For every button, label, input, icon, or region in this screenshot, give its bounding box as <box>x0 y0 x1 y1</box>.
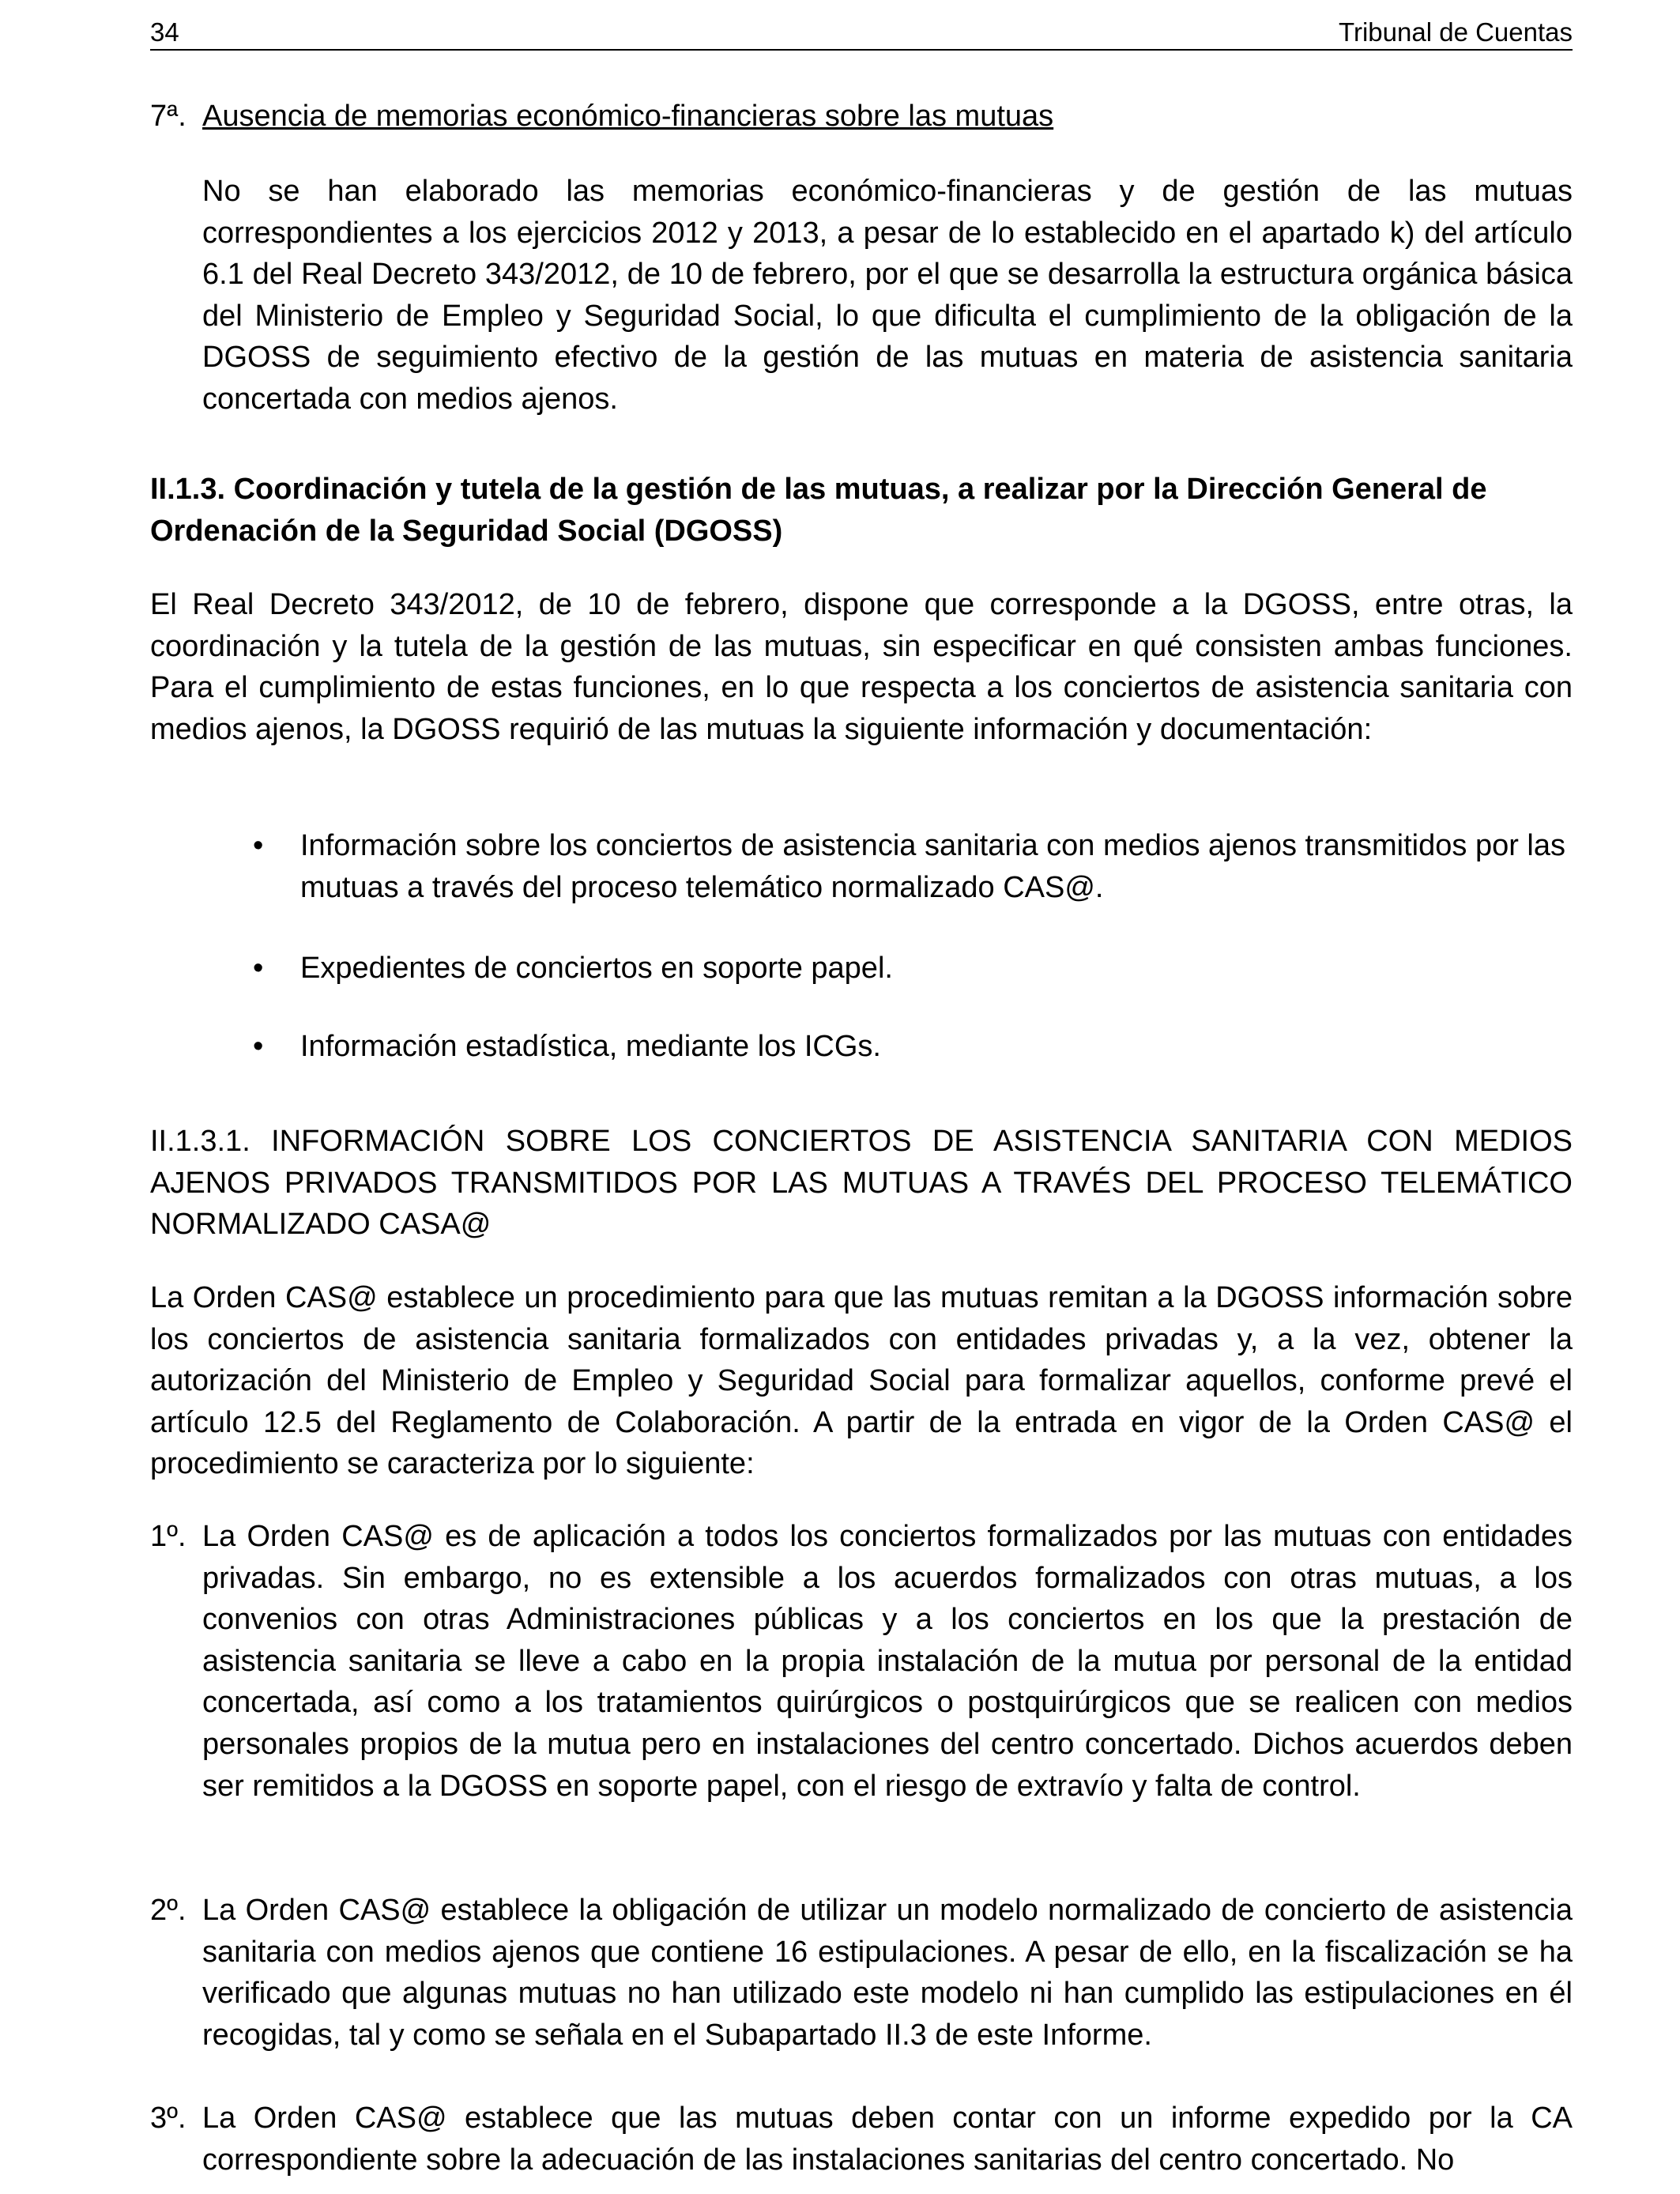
bullet-icon: • <box>253 952 264 985</box>
page-number: 34 <box>150 17 179 47</box>
bullet-icon: • <box>253 829 264 862</box>
section-7-title: Ausencia de memorias económico-financieras sobre las mutuas <box>202 100 1054 133</box>
section-ii-1-3-1-heading: II.1.3.1. INFORMACIÓN SOBRE LOS CONCIERTOS DE ASISTENCIA SANITARIA CON MEDIOS AJENOS PRIVADOS TRANSMITIDOS POR LAS MUTUAS A TRAVÉS DEL PROCESO TELEMÁTICO NORMALIZADO CASA@ <box>150 1125 1573 1242</box>
bullet-text: Expedientes de conciertos en soporte papel. <box>300 952 893 985</box>
bullet-text: Información sobre los conciertos de asistencia sanitaria con medios ajenos transmitidos por las mutuas a través del proceso telemático normalizado CAS@. <box>300 829 1566 904</box>
item-label: 3º. <box>150 2102 186 2135</box>
bullet-text: Información estadística, mediante los ICGs. <box>300 1030 881 1063</box>
item-text: La Orden CAS@ establece que las mutuas deben contar con un informe expedido por la CA correspondiente sobre la adecuación de las instalaciones sanitarias del centro concertado. No <box>202 2102 1573 2177</box>
item-text: La Orden CAS@ es de aplicación a todos los conciertos formalizados por las mutuas con entidades privadas. Sin embargo, no es extensible a los acuerdos formalizados con otras mutuas, a los convenios con otras Administraciones públicas y a los conciertos en los que la prestación de asistencia sanitaria se lleve a cabo en la propia instalación de la mutua por personal de la entidad concertada, así como a los tratamientos quirúrgicos o postquirúrgicos que se realicen con medios personales propios de la mutua pero en instalaciones del centro concertado. Dichos acuerdos deben ser remitidos a la DGOSS en soporte papel, con el riesgo de extravío y falta de control. <box>202 1520 1573 1803</box>
item-label: 1º. <box>150 1520 186 1553</box>
bullet-icon: • <box>253 1030 264 1063</box>
section-ii-1-3-heading: II.1.3. Coordinación y tutela de la gestión de las mutuas, a realizar por la Dirección General de Ordenación de la Seguridad Social (DGOSS) <box>150 473 1487 548</box>
section-ii-1-3-paragraph: El Real Decreto 343/2012, de 10 de febrero, dispone que corresponde a la DGOSS, entre otras, la coordinación y la tutela de la gestión de las mutuas, sin especificar en qué consisten ambas funciones. Para el cumplimiento de estas funciones, en lo que respecta a los conciertos de asistencia sanitaria con medios ajenos, la DGOSS requirió de las mutuas la siguiente información y documentación: <box>150 588 1573 746</box>
item-label: 2º. <box>150 1894 186 1927</box>
section-7-paragraph: No se han elaborado las memorias económico-financieras y de gestión de las mutuas correspondientes a los ejercicios 2012 y 2013, a pesar de lo establecido en el apartado k) del artículo 6.1 del Real Decreto 343/2012, de 10 de febrero, por el que se desarrolla la estructura orgánica básica del Ministerio de Empleo y Seguridad Social, lo que dificulta el cumplimiento de la obligación de la DGOSS de seguimiento efectivo de la gestión de las mutuas en materia de asistencia sanitaria concertada con medios ajenos. <box>202 175 1573 416</box>
page-header <box>150 14 1573 51</box>
section-ii-1-3-1-paragraph: La Orden CAS@ establece un procedimiento para que las mutuas remitan a la DGOSS información sobre los conciertos de asistencia sanitaria formalizados con entidades privadas y, a la vez, obtener la autorización del Ministerio de Empleo y Seguridad Social para formalizar aquellos, conforme prevé el artículo 12.5 del Reglamento de Colaboración. A partir de la entrada en vigor de la Orden CAS@ el procedimiento se caracteriza por lo siguiente: <box>150 1281 1573 1481</box>
section-7-label: 7ª. <box>150 100 186 133</box>
header-title: Tribunal de Cuentas <box>1339 17 1573 47</box>
item-text: La Orden CAS@ establece la obligación de utilizar un modelo normalizado de concierto de asistencia sanitaria con medios ajenos que contiene 16 estipulaciones. A pesar de ello, en la fiscalización se ha verificado que algunas mutuas no han utilizado este modelo ni han cumplido las estipulaciones en él recogidas, tal y como se señala en el Subapartado II.3 de este Informe. <box>202 1894 1573 2052</box>
